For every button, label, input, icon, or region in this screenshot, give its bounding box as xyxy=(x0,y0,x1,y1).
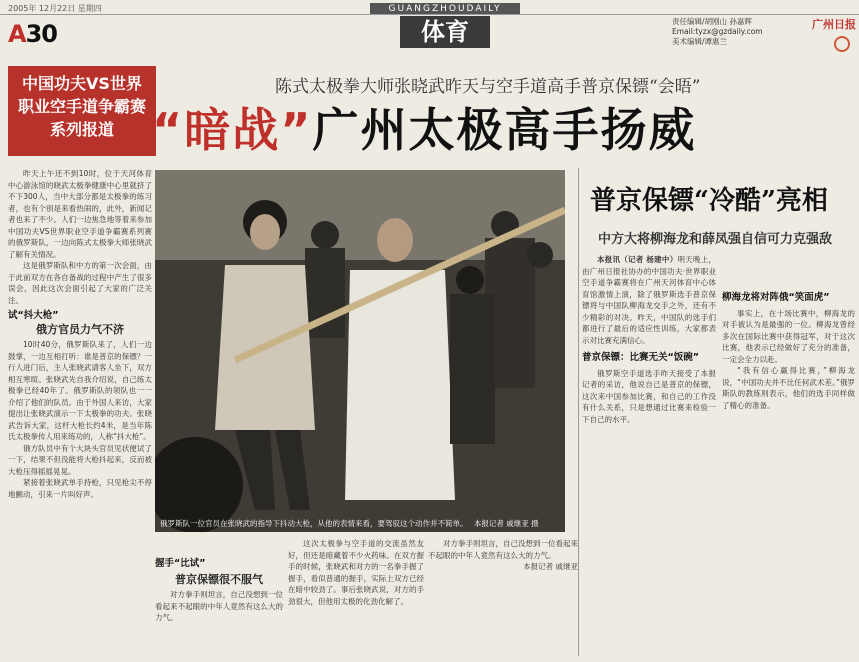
page-digits: 30 xyxy=(25,20,57,48)
logo-sun-icon xyxy=(834,36,850,52)
page-number xyxy=(8,20,57,48)
masthead-divider xyxy=(0,14,859,15)
body-paragraph: 10时40分，俄罗斯队来了，人们一边鼓掌，一边互相打听：谁是普京的保镖？一行人进门后，主人张晓武请客人坐下，双方相互寒暄。张晓武先自我介绍说，自己练太极拳已经40年了。俄罗斯队的领队也一一介绍了他们的队员。由于外国人来访，大家提出让张晓武演示一下太极拳的功夫。张晓武告诉大家，这杆大枪长约4米，是当年陈氏太极拳传人用来练功的，人称“抖大枪”。 xyxy=(8,340,152,441)
body-paragraph: “我有信心赢得比赛，”柳海龙说，“中国功夫并不比任何武术差。”俄罗斯队的教练则表示，他们的选手同样做了精心的准备。 xyxy=(722,366,855,410)
series-box: 中国功夫VS世界职业空手道争霸赛系列报道 xyxy=(8,66,156,156)
newspaper-logo xyxy=(812,16,856,52)
headline-main: 广州太极高手扬威 xyxy=(312,103,697,157)
column-divider xyxy=(578,168,579,656)
photo-credit: 本报记者 戚继亚 摄 xyxy=(473,519,539,528)
subhead-big-spear-detail: 俄方官员力气不济 xyxy=(36,322,124,336)
subhead-big-spear: 试“抖大枪” xyxy=(8,310,59,321)
right-body-text: 明天晚上，由广州日报社协办的中国功夫·世界职业空手道争霸赛将在广州天河体育中心体育馆激情上演，除了俄罗斯选手普京保镖将与中国队柳海龙交手之外，还有不少精彩的对决。昨天，中国队的选手们都进行了最后的适应性训练，大家都表示对比赛充满信心。 xyxy=(582,255,716,345)
body-paragraph: 对方拳手则坦言，自己没想到一位看起来不起眼的中年人竟然有这么大的力气。 xyxy=(428,539,578,560)
section-tab: 体育 xyxy=(400,16,490,48)
issue-date: 2005年 12月22日 星期四 xyxy=(8,4,102,13)
logo-text: 广州日报 xyxy=(812,18,856,31)
news-photo xyxy=(155,170,565,532)
right-subheadline: 中方大将柳海龙和薛凤强自信可力克强敌 xyxy=(598,232,833,247)
byline: 本报讯（记者 杨建中） xyxy=(597,255,678,264)
body-paragraph: 对方拳手则坦言，自己没想到一位看起来不起眼的中年人竟然有这么大的力气。 xyxy=(155,590,283,622)
intro-paragraph-2: 这是俄罗斯队和中方的第一次会面，由于此前双方在各自备战的过程中产生了很多误会，因此这次会面引起了大家的广泛关注。 xyxy=(8,261,152,305)
headline-quote: “暗战” xyxy=(152,103,313,157)
subhead-liu-hailong: 柳海龙将对阵俄“笑面虎” xyxy=(722,292,830,303)
body-paragraph: 事实上，在十场比赛中，柳海龙的对手被认为是最强的一位。柳海龙曾经多次在国际比赛中获得冠军，对于这次比赛，他表示已经做好了充分的准备，一定会全力以赴。 xyxy=(722,308,855,364)
bottom-column-2 xyxy=(288,538,424,656)
right-column-2 xyxy=(722,254,855,656)
left-column xyxy=(8,168,152,656)
body-paragraph: 俄罗斯空手道选手昨天接受了本报记者的采访，他说自己是普京的保镖，这次来中国参加比赛，和自己的工作没有什么关系，只是想通过比赛来检验一下自己的水平。 xyxy=(582,368,716,424)
intro-paragraph: 昨天上午还不到10时，位于天河体育中心游泳馆的晓武太极拳健康中心里就挤了不下300人，当中大部分都是太极拳的练习者，也有个别是来看热闹的，此外，新闻记者也来了不少。人们一边焦急地等着来参加中国功夫VS世界职业空手道争霸赛系列赛的俄罗斯队，一边向陈式太极拳大师张晓武了解有关情况。 xyxy=(8,169,152,259)
bottom-column-3 xyxy=(428,538,578,656)
photo-caption xyxy=(160,518,560,529)
right-column-1 xyxy=(582,254,716,656)
body-paragraph: 紧接着张晓武单手持枪，只见枪尖不停地颤动，引来一片叫好声。 xyxy=(8,478,152,499)
right-headline: 普京保镖“冷酷”亮相 xyxy=(590,186,828,216)
body-paragraph: 这次太极拳与空手道的交流虽然友好，但还是暗藏着不少火药味。在双方握手的时候，张晓武和对方的一名拳手握了握手，看似普通的握手，实际上双方已经在暗中较劲了。事后张晓武说，对方的手劲很大，但他用太极的化劲化解了。 xyxy=(288,539,424,606)
bottom-column-1 xyxy=(155,538,283,656)
paper-name: GUANGZHOUDAILY xyxy=(370,3,520,15)
editor-credits xyxy=(672,17,802,47)
right-body xyxy=(582,254,716,346)
subhead-handshake-detail: 普京保镖很不服气 xyxy=(175,572,263,586)
kicker: 陈式太极拳大师张晓武昨天与空手道高手普京保镖“会晤” xyxy=(275,77,701,97)
article-credit: 本报记者 戚继亚 xyxy=(523,562,578,571)
editor-line: 责任编辑/胡刚山 孙嘉辉 Email:tyzx@gzdaily.com xyxy=(672,17,763,36)
subhead-putin-bodyguard: 普京保镖：比赛无关“饭碗” xyxy=(582,352,699,363)
caption-text: 俄罗斯队一位官员在张晓武的指导下抖动大枪，从他的表情来看，要驾驭这个动作并不简单。 xyxy=(160,519,468,528)
body-paragraph: 俄方队员中有个大块头官员见状便试了一下，结果不但没能将大枪抖起来，反而被大枪压得摇摇晃晃。 xyxy=(8,443,152,476)
photo-illustration xyxy=(155,170,565,532)
editor-line: 美术编辑/谭惠兰 xyxy=(672,37,728,46)
headline xyxy=(152,94,696,160)
page-letter: A xyxy=(8,20,26,48)
subhead-handshake: 握手“比试” xyxy=(155,558,206,569)
